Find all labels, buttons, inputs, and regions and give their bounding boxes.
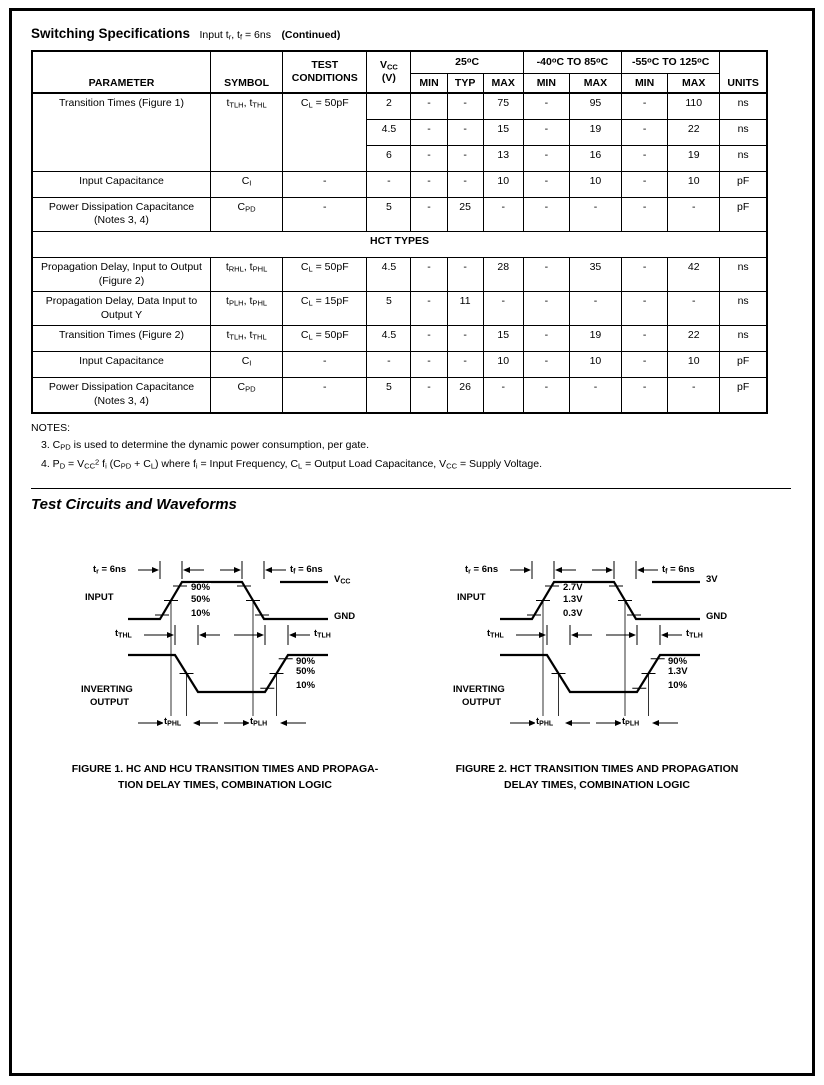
condition-cell: $C_L = 50pF$	[283, 326, 367, 352]
tplh-label: $t_{PLH}$	[250, 716, 268, 728]
value-cell: 19	[569, 326, 621, 352]
value-cell: -	[483, 292, 523, 326]
continued-label: (Continued)	[281, 29, 341, 41]
value-cell: 10	[668, 171, 720, 197]
col-header-vcc	[367, 51, 411, 93]
vcc-cell: 4.5	[367, 119, 411, 145]
units-cell: ns	[720, 119, 767, 145]
vcc-ref-label: $V_{CC}$	[334, 574, 351, 586]
condition-cell: -	[283, 197, 367, 231]
rise-time-label: $t_r = 6ns$	[93, 564, 127, 576]
value-cell: -	[483, 197, 523, 231]
value-cell: -	[523, 352, 569, 378]
col-header-max-25: MAX	[483, 73, 523, 93]
condition-cell: $C_L = 50pF$	[283, 93, 367, 171]
figure2-caption	[456, 762, 739, 794]
table-row	[32, 93, 767, 119]
value-cell: -	[411, 171, 447, 197]
value-cell: 10	[569, 352, 621, 378]
value-cell: -	[447, 352, 483, 378]
value-cell: 95	[569, 93, 621, 119]
value-cell: -	[411, 378, 447, 413]
value-cell: 11	[447, 292, 483, 326]
tphl-label: $t_{PHL}$	[536, 716, 554, 728]
value-cell: -	[622, 171, 668, 197]
value-cell: 35	[569, 257, 621, 291]
value-cell: -	[447, 145, 483, 171]
units-cell: pF	[720, 378, 767, 413]
symbol-cell: $C_I$	[210, 352, 282, 378]
table-row	[32, 378, 767, 413]
inverting-output-label-line1: INVERTING	[453, 684, 505, 696]
value-cell: -	[523, 93, 569, 119]
value-cell: -	[523, 145, 569, 171]
parameter-cell: Transition Times (Figure 1)	[32, 93, 210, 171]
units-cell: pF	[720, 171, 767, 197]
ttlh-label: $t_{TLH}$	[314, 628, 331, 640]
figure-2	[417, 555, 777, 794]
value-cell: -	[622, 119, 668, 145]
value-cell: -	[569, 197, 621, 231]
value-cell: -	[523, 197, 569, 231]
condition-cell: $C_L = 15pF$	[283, 292, 367, 326]
value-cell: -	[411, 145, 447, 171]
value-cell: -	[483, 378, 523, 413]
input-level-0v3-label: 0.3V	[563, 608, 583, 620]
col-header-max-40: MAX	[569, 73, 621, 93]
condition-cell: -	[283, 352, 367, 378]
value-cell: -	[622, 145, 668, 171]
value-cell: -	[411, 197, 447, 231]
test-circuits-title: Test Circuits and Waveforms	[31, 496, 237, 514]
value-cell: -	[411, 257, 447, 291]
value-cell: -	[523, 257, 569, 291]
figure1-caption	[72, 762, 378, 794]
col-header-units: UNITS	[720, 51, 767, 93]
input-level-90-label: 90%	[191, 582, 211, 594]
value-cell: 10	[569, 171, 621, 197]
col-header-parameter: PARAMETER	[32, 51, 210, 93]
output-level-1v3-label: 1.3V	[668, 666, 688, 678]
input-waveform	[128, 582, 328, 619]
value-cell: -	[523, 292, 569, 326]
col-header-max-55: MAX	[668, 73, 720, 93]
value-cell: 10	[668, 352, 720, 378]
symbol-cell: $C_{PD}$	[210, 378, 282, 413]
gnd-ref-label: GND	[334, 611, 356, 623]
figure1-waveform	[80, 555, 370, 750]
units-cell: ns	[720, 292, 767, 326]
note-4: 4. $P_D = V_{CC}^2$ $f_i$ $(C_{PD} + C_L)$ where $f_i$ = Input Frequency, $C_L$ = Output Load Capacitance, $V_{CC}$ = Supply Voltage.	[41, 457, 542, 471]
units-cell: ns	[720, 93, 767, 119]
table-row	[32, 197, 767, 231]
output-level-10-label: 10%	[296, 680, 316, 692]
value-cell: -	[622, 292, 668, 326]
col-header-temp-minus40-85: -40$^o$C TO 85$^o$C	[523, 51, 621, 73]
notes-section	[31, 422, 791, 471]
vcc-cell: -	[367, 352, 411, 378]
units-cell: ns	[720, 145, 767, 171]
symbol-cell: $t_{TLH}$, $t_{THL}$	[210, 93, 282, 171]
symbol-cell: $C_I$	[210, 171, 282, 197]
parameter-cell: Input Capacitance	[32, 352, 210, 378]
tthl-label: $t_{THL}$	[487, 628, 504, 640]
value-cell: -	[668, 197, 720, 231]
output-level-10-label: 10%	[668, 680, 688, 692]
output-level-90-label: 90%	[668, 656, 688, 668]
vcc-cell: 4.5	[367, 257, 411, 291]
value-cell: 15	[483, 119, 523, 145]
rise-time-label: $t_r = 6ns$	[465, 564, 499, 576]
symbol-cell: $C_{PD}$	[210, 197, 282, 231]
symbol-cell: $t_{TLH}$, $t_{THL}$	[210, 326, 282, 352]
tphl-label: $t_{PHL}$	[164, 716, 182, 728]
value-cell: -	[447, 93, 483, 119]
switching-specifications-heading	[31, 25, 791, 43]
table-row	[32, 257, 767, 291]
inverting-output-label-line2: OUTPUT	[90, 697, 130, 709]
value-cell: -	[668, 292, 720, 326]
datasheet-page	[9, 8, 815, 1076]
fall-time-label: $t_f = 6ns$	[662, 564, 695, 576]
value-cell: 26	[447, 378, 483, 413]
value-cell: -	[411, 119, 447, 145]
value-cell: 19	[569, 119, 621, 145]
parameter-cell: Propagation Delay, Input to Output (Figure 2)	[32, 257, 210, 291]
table-row	[32, 292, 767, 326]
vcc-header-line2: (V)	[381, 72, 396, 85]
input-label: INPUT	[457, 592, 486, 604]
value-cell: -	[447, 257, 483, 291]
value-cell: -	[622, 352, 668, 378]
value-cell: 10	[483, 171, 523, 197]
value-cell: -	[569, 378, 621, 413]
value-cell: -	[411, 292, 447, 326]
vcc-cell: 5	[367, 197, 411, 231]
col-header-temp-minus55-125: -55$^o$C TO 125$^o$C	[622, 51, 720, 73]
col-header-min-25: MIN	[411, 73, 447, 93]
value-cell: -	[569, 292, 621, 326]
vcc-cell: 6	[367, 145, 411, 171]
units-cell: pF	[720, 352, 767, 378]
page-content	[12, 11, 812, 794]
value-cell: -	[411, 326, 447, 352]
vcc-header-line1: $V_{CC}$	[379, 59, 398, 73]
value-cell: 42	[668, 257, 720, 291]
units-cell: ns	[720, 257, 767, 291]
value-cell: -	[523, 326, 569, 352]
value-cell: 13	[483, 145, 523, 171]
figures-row	[31, 555, 791, 794]
parameter-cell: Input Capacitance	[32, 171, 210, 197]
value-cell: 110	[668, 93, 720, 119]
section-subtitle: Input $t_r$, $t_f = 6ns$	[199, 29, 271, 42]
value-cell: 75	[483, 93, 523, 119]
figure2-caption-line1: FIGURE 2. HCT TRANSITION TIMES AND PROPAGATION	[455, 763, 739, 776]
hct-types-label: HCT TYPES	[32, 231, 767, 257]
output-level-50-label: 50%	[296, 666, 316, 678]
hct-types-section-row	[32, 231, 767, 257]
switching-specifications-table	[31, 50, 768, 414]
value-cell: -	[523, 378, 569, 413]
col-header-min-40: MIN	[523, 73, 569, 93]
symbol-cell: $t_{RHL}$, $t_{PHL}$	[210, 257, 282, 291]
inverting-output-label-line2: OUTPUT	[462, 697, 502, 709]
input-level-10-label: 10%	[191, 608, 211, 620]
vcc-cell: 4.5	[367, 326, 411, 352]
3v-ref-label: 3V	[706, 574, 718, 586]
table-row	[32, 352, 767, 378]
parameter-cell: Power Dissipation Capacitance (Notes 3, 4)	[32, 378, 210, 413]
output-level-90-label: 90%	[296, 656, 316, 668]
value-cell: -	[447, 171, 483, 197]
test-circuits-section	[31, 488, 791, 794]
condition-cell: -	[283, 171, 367, 197]
value-cell: -	[447, 326, 483, 352]
figure1-caption-line2: TION DELAY TIMES, COMBINATION LOGIC	[118, 778, 332, 791]
figure-1	[45, 555, 405, 794]
value-cell: -	[411, 352, 447, 378]
figure1-caption-line1: FIGURE 1. HC AND HCU TRANSITION TIMES AND PROPAGA-	[71, 763, 379, 776]
figure2-waveform	[452, 555, 742, 750]
value-cell: 15	[483, 326, 523, 352]
fall-time-label: $t_f = 6ns$	[290, 564, 323, 576]
tplh-label: $t_{PLH}$	[622, 716, 640, 728]
table-header-row-1	[32, 51, 767, 73]
input-level-50-label: 50%	[191, 594, 211, 606]
gnd-ref-label: GND	[706, 611, 728, 623]
value-cell: 16	[569, 145, 621, 171]
col-header-min-55: MIN	[622, 73, 668, 93]
value-cell: 22	[668, 119, 720, 145]
input-level-1v3-label: 1.3V	[563, 594, 583, 606]
value-cell: -	[622, 93, 668, 119]
figure2-caption-line2: DELAY TIMES, COMBINATION LOGIC	[504, 778, 690, 791]
value-cell: -	[523, 171, 569, 197]
symbol-cell: $t_{PLH}$, $t_{PHL}$	[210, 292, 282, 326]
ttlh-label: $t_{TLH}$	[686, 628, 703, 640]
value-cell: 19	[668, 145, 720, 171]
vcc-cell: 2	[367, 93, 411, 119]
value-cell: -	[622, 197, 668, 231]
units-cell: pF	[720, 197, 767, 231]
section-title: Switching Specifications	[31, 26, 191, 41]
parameter-cell: Transition Times (Figure 2)	[32, 326, 210, 352]
vcc-cell: 5	[367, 378, 411, 413]
inverting-output-label-line1: INVERTING	[81, 684, 133, 696]
figure1-waveform-diagram	[80, 555, 370, 750]
parameter-cell: Power Dissipation Capacitance (Notes 3, 4)	[32, 197, 210, 231]
input-label: INPUT	[85, 592, 114, 604]
notes-heading: NOTES:	[31, 421, 71, 434]
value-cell: 22	[668, 326, 720, 352]
input-level-2v7-label: 2.7V	[563, 582, 583, 594]
value-cell: -	[447, 119, 483, 145]
note-3: 3. $C_{PD}$ is used to determine the dynamic power consumption, per gate.	[41, 438, 369, 452]
value-cell: 25	[447, 197, 483, 231]
value-cell: -	[622, 326, 668, 352]
input-waveform	[500, 582, 700, 619]
tthl-label: $t_{THL}$	[115, 628, 132, 640]
value-cell: -	[411, 93, 447, 119]
vcc-cell: 5	[367, 292, 411, 326]
value-cell: 28	[483, 257, 523, 291]
parameter-cell: Propagation Delay, Data Input to Output Y	[32, 292, 210, 326]
condition-cell: $C_L = 50pF$	[283, 257, 367, 291]
col-header-temp-25c: 25$^o$C	[411, 51, 523, 73]
condition-cell: -	[283, 378, 367, 413]
value-cell: -	[668, 378, 720, 413]
col-header-symbol: SYMBOL	[210, 51, 282, 93]
units-cell: ns	[720, 326, 767, 352]
value-cell: 10	[483, 352, 523, 378]
col-header-typ-25: TYP	[447, 73, 483, 93]
value-cell: -	[523, 119, 569, 145]
table-row	[32, 171, 767, 197]
figure2-waveform-diagram	[452, 555, 742, 750]
value-cell: -	[622, 257, 668, 291]
vcc-cell: -	[367, 171, 411, 197]
table-row	[32, 326, 767, 352]
value-cell: -	[622, 378, 668, 413]
col-header-test-conditions: TEST CONDITIONS	[283, 51, 367, 93]
